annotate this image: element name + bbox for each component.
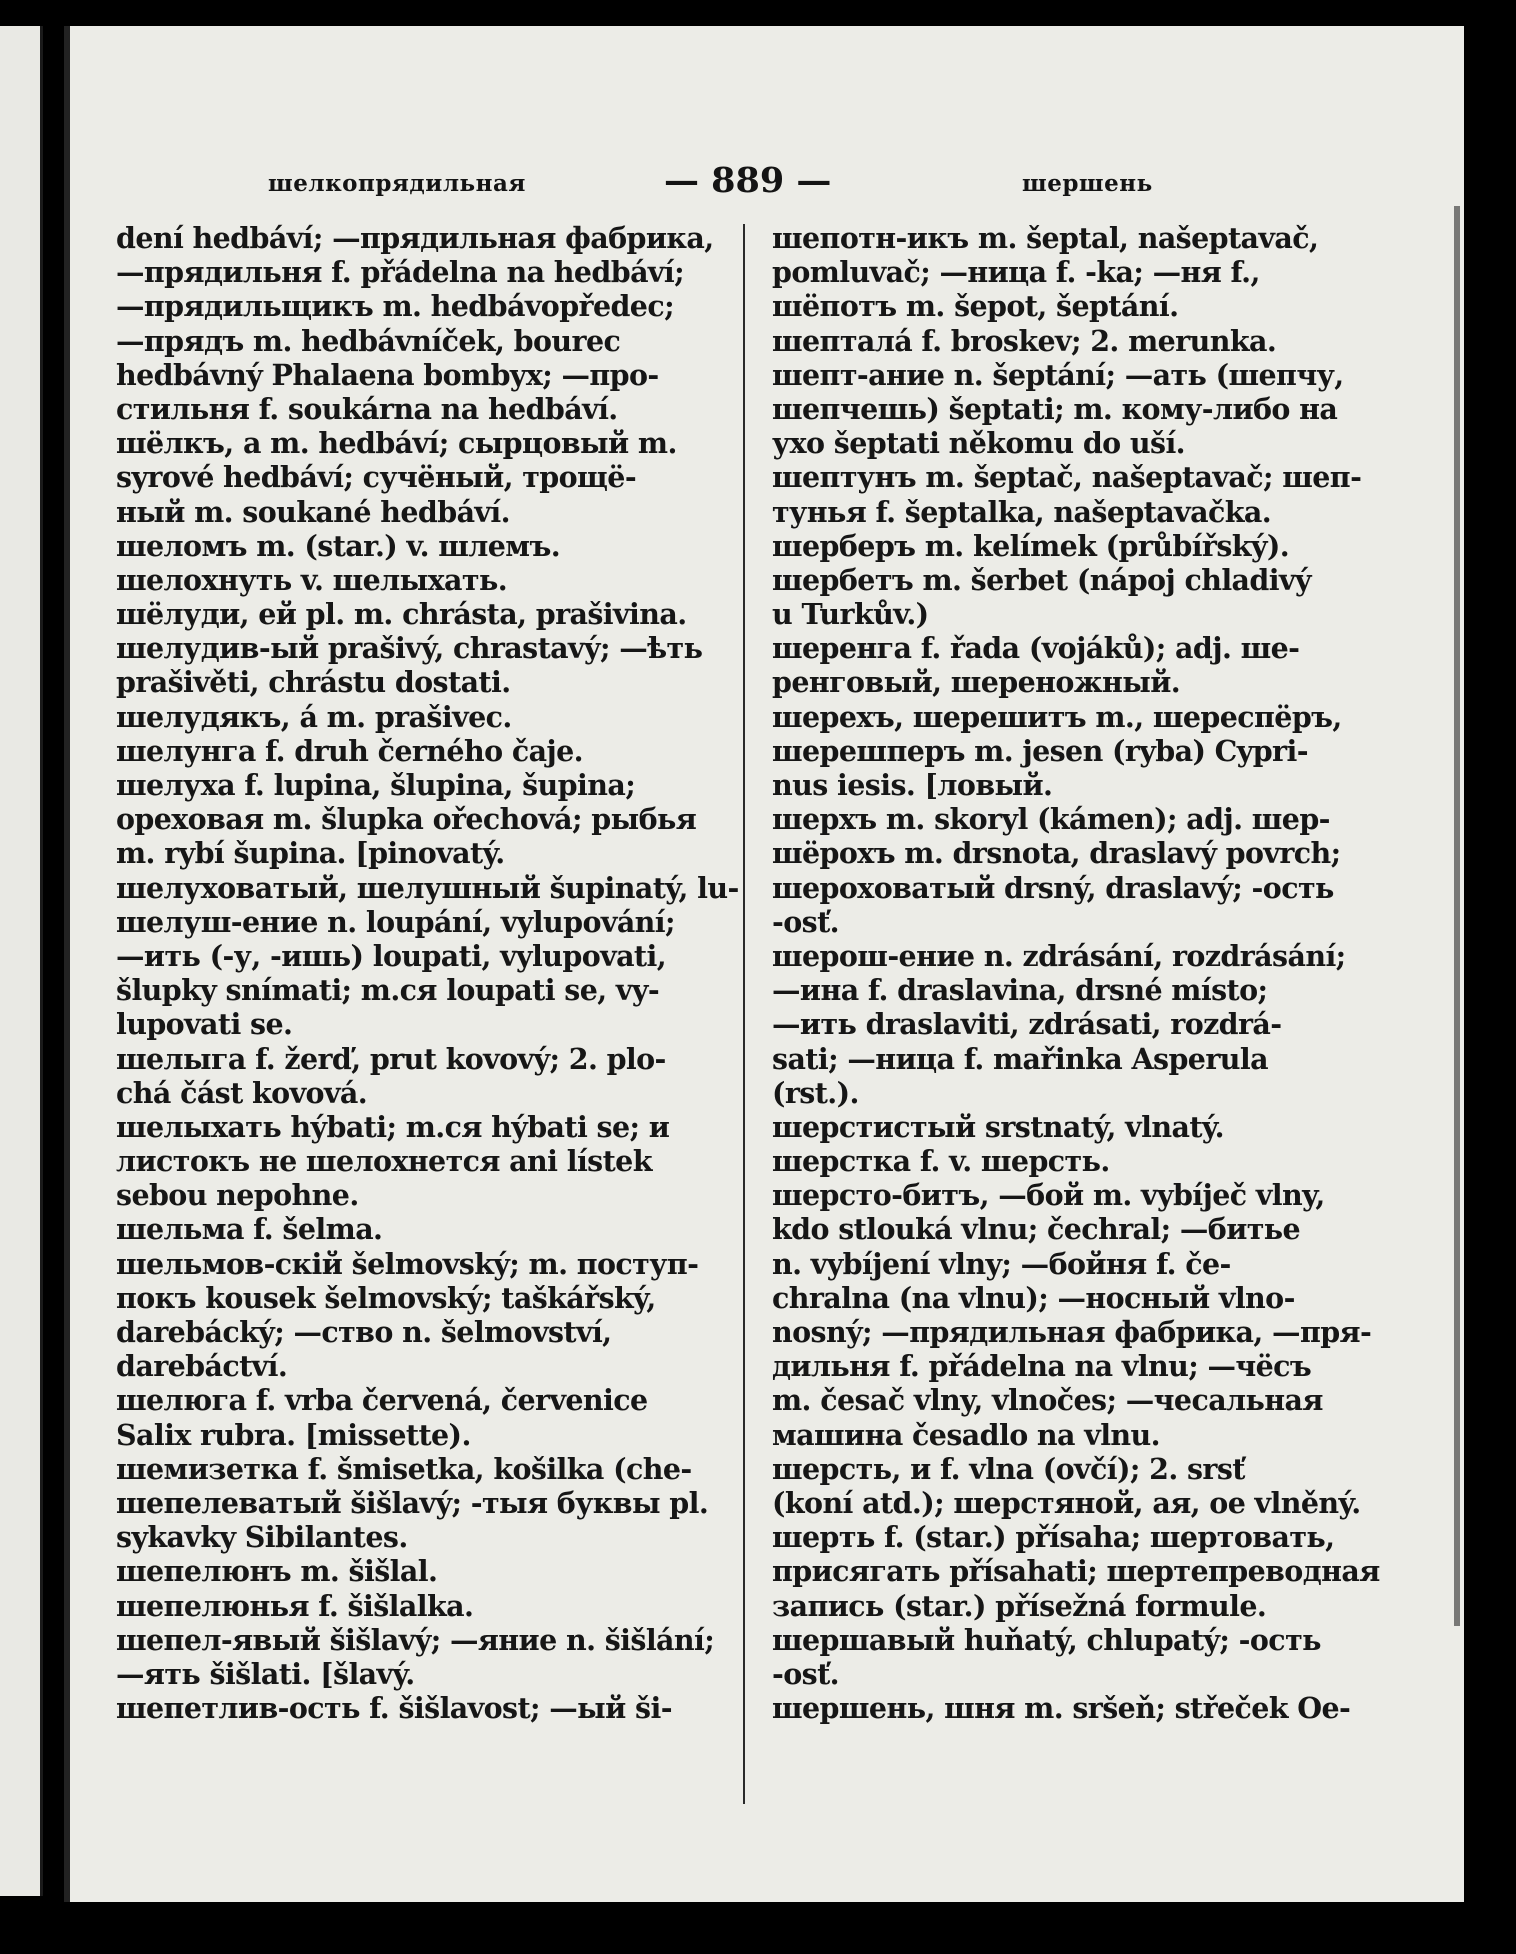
entry-line: m. rybí šupina. [pinovatý.	[116, 836, 505, 871]
entry-line: шероховатый drsný, draslavý; -ость	[772, 870, 1334, 905]
entry-line: шепел-явый šišlavý; —яние n. šišlání;	[116, 1622, 715, 1657]
entry-line: —ить (-у, -ишь) loupati, vylupovati,	[116, 938, 667, 973]
entry-line: шерехъ, шерешитъ m., шереспёръ,	[772, 699, 1342, 734]
entry-line: шепелеватый šišlavý; -тыя буквы pl.	[116, 1485, 709, 1520]
entry-line: n. vybíjení vlny; —бойня f. če-	[772, 1246, 1231, 1281]
entry-line: тунья f. šeptalka, našeptavačka.	[772, 494, 1272, 529]
entry-line: nosný; —прядильная фабрика, —пря-	[772, 1315, 1372, 1349]
entry-line: sykavky Sibilantes.	[116, 1520, 408, 1555]
entry-line: стильня f. soukárna na hedbáví.	[116, 391, 618, 426]
entry-line: ренговый, шереножный.	[772, 665, 1181, 700]
entry-line: шелудив-ый prašivý, chrastavý; —ѣть	[116, 631, 703, 666]
entry-line: шеренга f. řada (vojáků); adj. ше-	[772, 631, 1300, 666]
entry-line: шерешперъ m. jesen (ryba) Cypri-	[772, 733, 1308, 768]
entry-line: шельма f. šelma.	[116, 1212, 383, 1247]
entry-line: шёлуди, ей pl. m. chrásta, prašivina.	[116, 597, 687, 632]
entry-line: машина česadlo na vlnu.	[772, 1417, 1160, 1452]
entry-line: шемизетка f. šmisetka, košilka (che-	[116, 1451, 692, 1486]
entry-line: —прядильня f. přádelna na hedbáví;	[116, 255, 685, 290]
entry-line: шелуш-ение n. loupání, vylupování;	[116, 904, 675, 939]
dictionary-page	[64, 26, 1464, 1902]
entry-line: листокъ не шелохнется ani lístek	[116, 1144, 652, 1179]
entry-line: pomluvač; —ница f. -ka; —ня f.,	[772, 255, 1260, 290]
entry-line: шершавый huňatý, chlupatý; -ость	[772, 1622, 1321, 1657]
entry-line: (rst.).	[772, 1075, 859, 1110]
entry-line: nus iesis. [ловый.	[772, 768, 1053, 802]
entry-line: шелыхать hýbati; m.ся hýbati se; и	[116, 1109, 670, 1144]
entry-line: шерстистый srstnatý, vlnatý.	[772, 1109, 1224, 1144]
entry-line: шелунга f. druh černého čaje.	[116, 733, 584, 768]
entry-line: шелуха f. lupina, šlupina, šupina;	[116, 768, 636, 802]
entry-line: шепелюнъ m. šišlal.	[116, 1554, 438, 1589]
entry-line: запись (star.) přísežná formule.	[772, 1588, 1267, 1623]
entry-line: шербетъ m. šerbet (nápoj chladivý	[772, 562, 1311, 597]
entry-line: шёрохъ m. drsnota, draslavý povrch;	[772, 836, 1341, 871]
entry-line: m. česač vlny, vlnočes; —чесальная	[772, 1383, 1323, 1418]
page-number: — 889 —	[664, 160, 832, 201]
entry-line: шерть f. (star.) přísaha; шертовать,	[772, 1520, 1335, 1555]
entry-line: —ина f. draslavina, drsné místo;	[772, 973, 1268, 1008]
entry-line: —ить draslaviti, zdrásati, rozdrá-	[772, 1007, 1282, 1042]
entry-line: шепотн-икъ m. šeptal, našeptavač,	[772, 221, 1319, 255]
entry-line: шеломъ m. (star.) v. шлемъ.	[116, 528, 561, 563]
entry-line: ный m. soukané hedbáví.	[116, 494, 510, 529]
entry-line: -osť.	[772, 1656, 839, 1691]
header-left-guide-word: шелкопрядильная	[268, 170, 526, 197]
entry-line: šlupky snímati; m.ся loupati se, vy-	[116, 973, 660, 1008]
entry-line: chralna (na vlnu); —носный vlno-	[772, 1280, 1295, 1315]
entry-line: —прядильщикъ m. hedbávopředec;	[116, 289, 675, 324]
entry-line: шерсть, и f. vlna (ovčí); 2. srsť	[772, 1451, 1245, 1486]
scan-edge-mark	[1454, 206, 1460, 1626]
entry-line: шельмов-скій šelmovský; m. поступ-	[116, 1246, 699, 1281]
entry-line: ореховая m. šlupka ořechová; рыбья	[116, 802, 697, 837]
entry-line: шепелюнья f. šišlalka.	[116, 1588, 474, 1623]
entry-line: шептунъ m. šeptač, našeptavač; шеп-	[772, 460, 1362, 495]
column-divider	[743, 224, 745, 1804]
entry-line: sati; —ница f. mařinka Asperula	[772, 1041, 1268, 1076]
entry-line: дильня f. přádelna na vlnu; —чёсъ	[772, 1349, 1312, 1384]
entry-line: шершень, шня m. sršeň; střeček Oe-	[772, 1691, 1351, 1726]
entry-line: шепчешь) šeptati; m. кому-либо на	[772, 391, 1338, 426]
entry-line: kdo stlouká vlnu; čechral; —битье	[772, 1212, 1301, 1247]
right-column	[772, 221, 1434, 1725]
entry-line: шелудякъ, á m. prašivec.	[116, 699, 512, 734]
page-header	[64, 146, 1464, 206]
entry-line: шерхъ m. skoryl (kámen); adj. шер-	[772, 802, 1330, 837]
entry-line: hedbávný Phalaena bombyx; —про-	[116, 357, 659, 392]
entry-line: шерсто-битъ, —бой m. vybíječ vlny,	[772, 1178, 1325, 1213]
entry-line: ухо šeptati někomu do uší.	[772, 426, 1185, 461]
entry-line: шерстка f. v. шерсть.	[772, 1144, 1110, 1179]
entry-line: Salix rubra. [missette).	[116, 1417, 471, 1452]
entry-line: шерберъ m. kelímek (průbířský).	[772, 528, 1290, 563]
entry-line: покъ kousek šelmovský; taškářský,	[116, 1280, 656, 1315]
left-column	[116, 221, 776, 1725]
entry-line: шепетлив-ость f. šišlavost; —ый ši-	[116, 1691, 672, 1726]
entry-line: шепталá f. broskev; 2. merunka.	[772, 323, 1277, 358]
entry-line: lupovati se.	[116, 1007, 293, 1042]
entry-line: syrové hedbáví; сучёный, трощё-	[116, 460, 637, 495]
entry-line: dení hedbáví; —прядильная фабрика,	[116, 221, 714, 255]
entry-line: sebou nepohne.	[116, 1178, 359, 1213]
entry-line: darebácký; —ство n. šelmovství,	[116, 1315, 612, 1349]
entry-line: -osť.	[772, 904, 839, 939]
entry-line: шелуховатый, шелушный šupinatý, lu-	[116, 870, 739, 905]
entry-line: шелюга f. vrba červená, červenice	[116, 1383, 648, 1418]
entry-line: шёпотъ m. šepot, šeptání.	[772, 289, 1179, 324]
entry-line: шепт-ание n. šeptání; —ать (шепчу,	[772, 357, 1344, 392]
entry-line: (koní atd.); шерстяной, ая, ое vlněný.	[772, 1485, 1361, 1520]
entry-line: шелыга f. žerď, prut kovový; 2. plo-	[116, 1041, 666, 1076]
entry-line: chá část kovová.	[116, 1075, 368, 1110]
entry-line: u Turkův.)	[772, 597, 929, 632]
entry-line: —прядъ m. hedbávníček, bourec	[116, 323, 621, 358]
entry-line: присягать přísahati; шертепреводная	[772, 1554, 1380, 1589]
entry-line: darebáctví.	[116, 1349, 288, 1384]
entry-line: шёлкъ, а m. hedbáví; сырцовый m.	[116, 426, 677, 461]
entry-line: шерош-ение n. zdrásání, rozdrásání;	[772, 938, 1346, 973]
header-right-guide-word: шершень	[1022, 170, 1153, 197]
entry-line: —ять šišlati. [šlavý.	[116, 1656, 415, 1691]
entry-line: шелохнуть v. шелыхать.	[116, 562, 508, 597]
previous-page-edge	[0, 26, 43, 1896]
entry-line: prašivěti, chrástu dostati.	[116, 665, 511, 700]
